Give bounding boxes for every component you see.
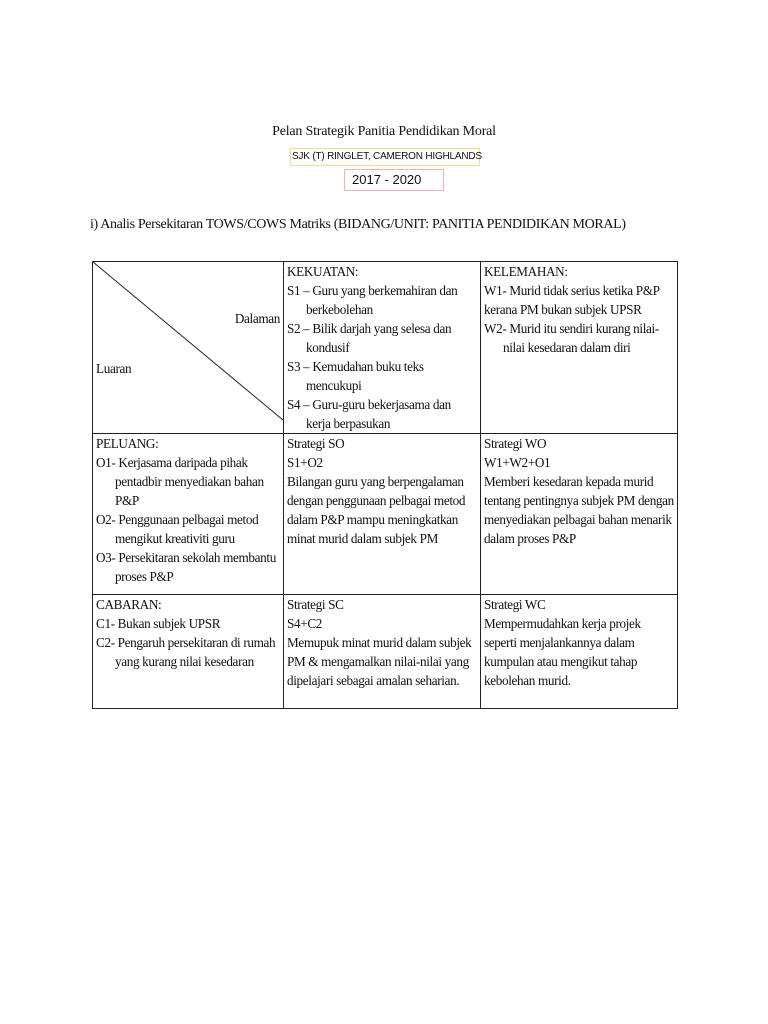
kelemahan-header: KELEMAHAN:	[484, 264, 568, 279]
peluang-item: O1- Kerjasama daripada pihak pentadbir menyediakan bahan P&P	[96, 455, 264, 508]
cabaran-header: CABARAN:	[96, 597, 162, 612]
kelemahan-item: W1- Murid tidak serius ketika P&P kerana PM bukan subjek UPSR	[484, 283, 660, 317]
strategi-so-cell	[284, 434, 481, 595]
strategi-wo-code: W1+W2+O1	[484, 455, 551, 470]
strategi-wo-cell	[481, 434, 678, 595]
inner-label: Dalaman	[234, 311, 280, 326]
matrix-row-peluang	[93, 434, 678, 595]
strategi-wo-title: Strategi WO	[484, 436, 547, 451]
section-heading: i) Analis Persekitaran TOWS/COWS Matriks (BIDANG/UNIT: PANITIA PENDIDIKAN MORAL)	[90, 217, 626, 232]
kekuatan-item: S4 – Guru-guru bekerjasama dan kerja berpasukan	[287, 397, 451, 431]
strategi-wc-cell	[481, 595, 678, 709]
matrix-row-header	[93, 262, 678, 434]
kekuatan-header: KEKUATAN:	[287, 264, 359, 279]
peluang-cell	[93, 434, 284, 595]
school-name: SJK (T) RINGLET, CAMERON HIGHLANDS	[290, 148, 480, 166]
peluang-item: O2- Penggunaan pelbagai metod mengikut kreativiti guru	[96, 512, 259, 546]
strategi-sc-text: Memupuk minat murid dalam subjek PM & mengamalkan nilai-nilai yang dipelajari sebagai amalan seharian.	[287, 635, 472, 688]
cabaran-item: C2- Pengaruh persekitaran di rumah yang kurang nilai kesedaran	[96, 635, 276, 669]
document-title: Pelan Strategik Panitia Pendidikan Moral	[272, 124, 496, 139]
kekuatan-item: S2 – Bilik darjah yang selesa dan kondusif	[287, 321, 452, 355]
strategi-so-code: S1+O2	[287, 455, 323, 470]
matrix-corner-cell	[93, 262, 284, 434]
matrix-row-cabaran	[93, 595, 678, 709]
strategi-sc-cell	[284, 595, 481, 709]
strategi-wc-text: Mempermudahkan kerja projek seperti menjalankannya dalam kumpulan atau mengikut tahap kebolehan murid.	[484, 616, 641, 688]
cabaran-cell	[93, 595, 284, 709]
kekuatan-cell	[284, 262, 481, 434]
kekuatan-item: S1 – Guru yang berkemahiran dan berkebolehan	[287, 283, 458, 317]
kekuatan-item: S3 – Kemudahan buku teks mencukupi	[287, 359, 424, 393]
kelemahan-item: W2- Murid itu sendiri kurang nilai-nilai kesedaran dalam diri	[484, 321, 659, 355]
strategi-so-title: Strategi SO	[287, 436, 345, 451]
diagonal-divider	[93, 262, 283, 420]
cabaran-item: C1- Bukan subjek UPSR	[96, 616, 221, 631]
strategi-sc-title: Strategi SC	[287, 597, 344, 612]
tows-matrix	[92, 261, 678, 709]
kelemahan-cell	[481, 262, 678, 434]
peluang-item: O3- Persekitaran sekolah membantu proses P&P	[96, 550, 276, 584]
outer-label: Luaran	[96, 361, 132, 376]
strategi-so-text: Bilangan guru yang berpengalaman dengan penggunaan pelbagai metod dalam P&P mampu meningkatkan minat murid dalam subjek PM	[287, 474, 466, 546]
strategi-wc-title: Strategi WC	[484, 597, 546, 612]
strategi-wo-text: Memberi kesedaran kepada murid tentang pentingnya subjek PM dengan menyediakan pelbagai bahan menarik dalam proses P&P	[484, 474, 674, 546]
strategi-sc-code: S4+C2	[287, 616, 323, 631]
peluang-header: PELUANG:	[96, 436, 159, 451]
plan-years: 2017 - 2020	[344, 169, 444, 191]
